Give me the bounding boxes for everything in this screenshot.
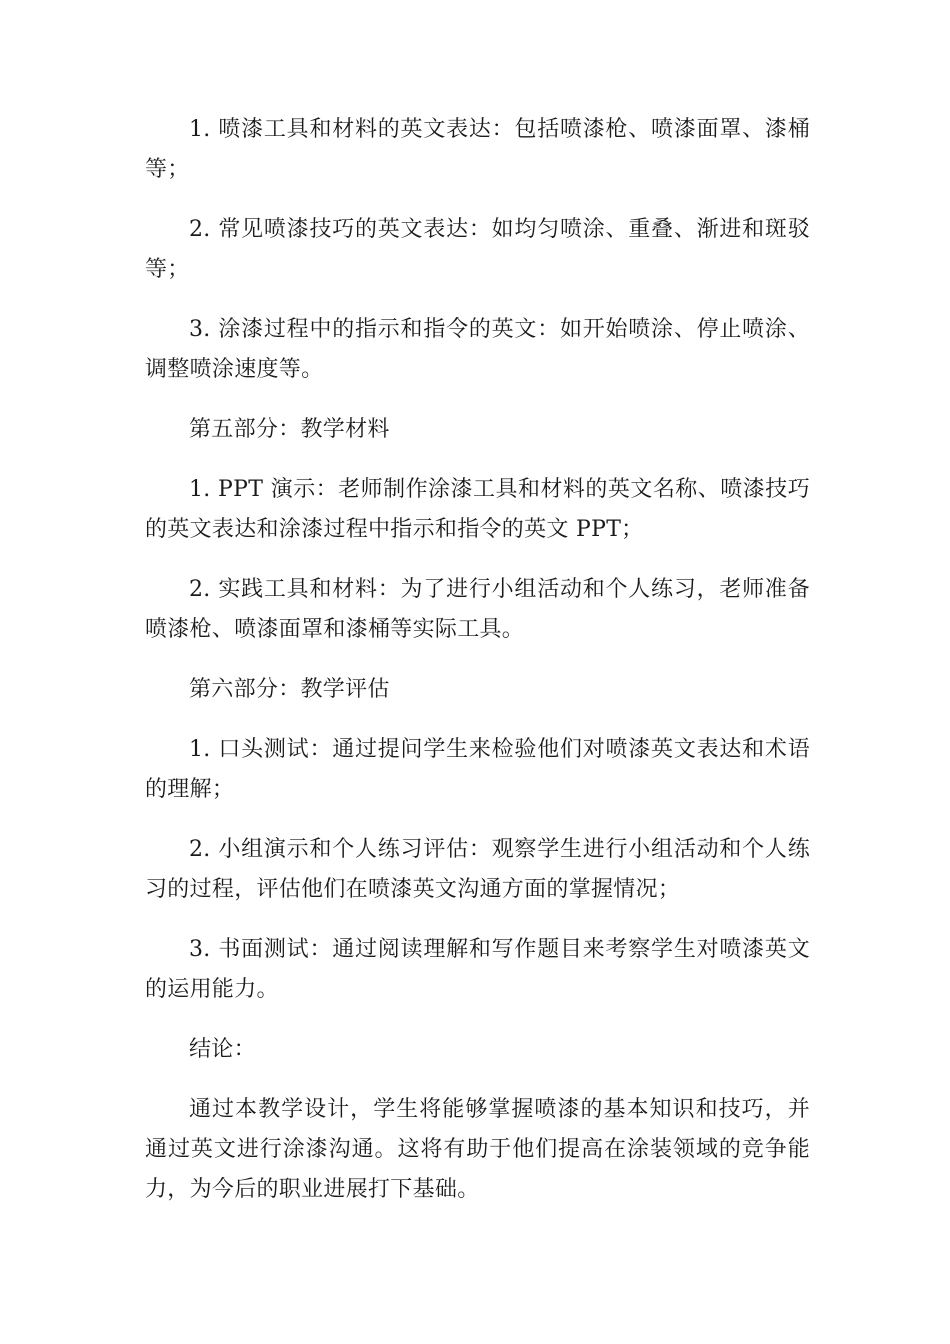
section-heading-materials: 第五部分：教学材料 — [189, 417, 390, 442]
list-item-practice-tools: 2. 实践工具和材料：为了进行小组活动和个人练习，老师准备喷漆枪、喷漆面罩和漆桶等实际工具。 — [145, 577, 810, 642]
list-item-painting-instructions: 3. 涂漆过程中的指示和指令的英文：如开始喷涂、停止喷涂、调整喷涂速度等。 — [145, 317, 810, 382]
section-heading-evaluation: 第六部分：教学评估 — [189, 677, 390, 702]
paragraph-gap — [145, 390, 810, 410]
paragraph-gap — [145, 910, 810, 930]
paragraph-gap — [145, 810, 810, 830]
paragraph-gap — [145, 450, 810, 470]
paragraph-gap — [145, 290, 810, 310]
list-item-written-test: 3. 书面测试：通过阅读理解和写作题目来考察学生对喷漆英文的运用能力。 — [145, 937, 810, 1002]
paragraph-gap — [145, 550, 810, 570]
paragraph-gap — [145, 1070, 810, 1090]
list-item-ppt-demo: 1. PPT 演示：老师制作涂漆工具和材料的英文名称、喷漆技巧的英文表达和涂漆过程中指示和指令的英文 PPT； — [145, 477, 810, 542]
conclusion-paragraph: 通过本教学设计，学生将能够掌握喷漆的基本知识和技巧，并通过英文进行涂漆沟通。这将有助于他们提高在涂装领域的竞争能力，为今后的职业进展打下基础。 — [145, 1097, 810, 1202]
paragraph-gap — [145, 1010, 810, 1030]
paragraph-gap — [145, 650, 810, 670]
paragraph-gap — [145, 710, 810, 730]
paragraph-gap — [145, 190, 810, 210]
document-body — [145, 110, 810, 1210]
list-item-group-evaluation: 2. 小组演示和个人练习评估：观察学生进行小组活动和个人练习的过程，评估他们在喷漆英文沟通方面的掌握情况； — [145, 837, 810, 902]
list-item-oral-test: 1. 口头测试：通过提问学生来检验他们对喷漆英文表达和术语的理解； — [145, 737, 810, 802]
section-heading-conclusion: 结论： — [189, 1037, 256, 1062]
list-item-spray-tools: 1. 喷漆工具和材料的英文表达：包括喷漆枪、喷漆面罩、漆桶等； — [145, 117, 810, 182]
list-item-spray-techniques: 2. 常见喷漆技巧的英文表达：如均匀喷涂、重叠、渐进和斑驳等； — [145, 217, 810, 282]
